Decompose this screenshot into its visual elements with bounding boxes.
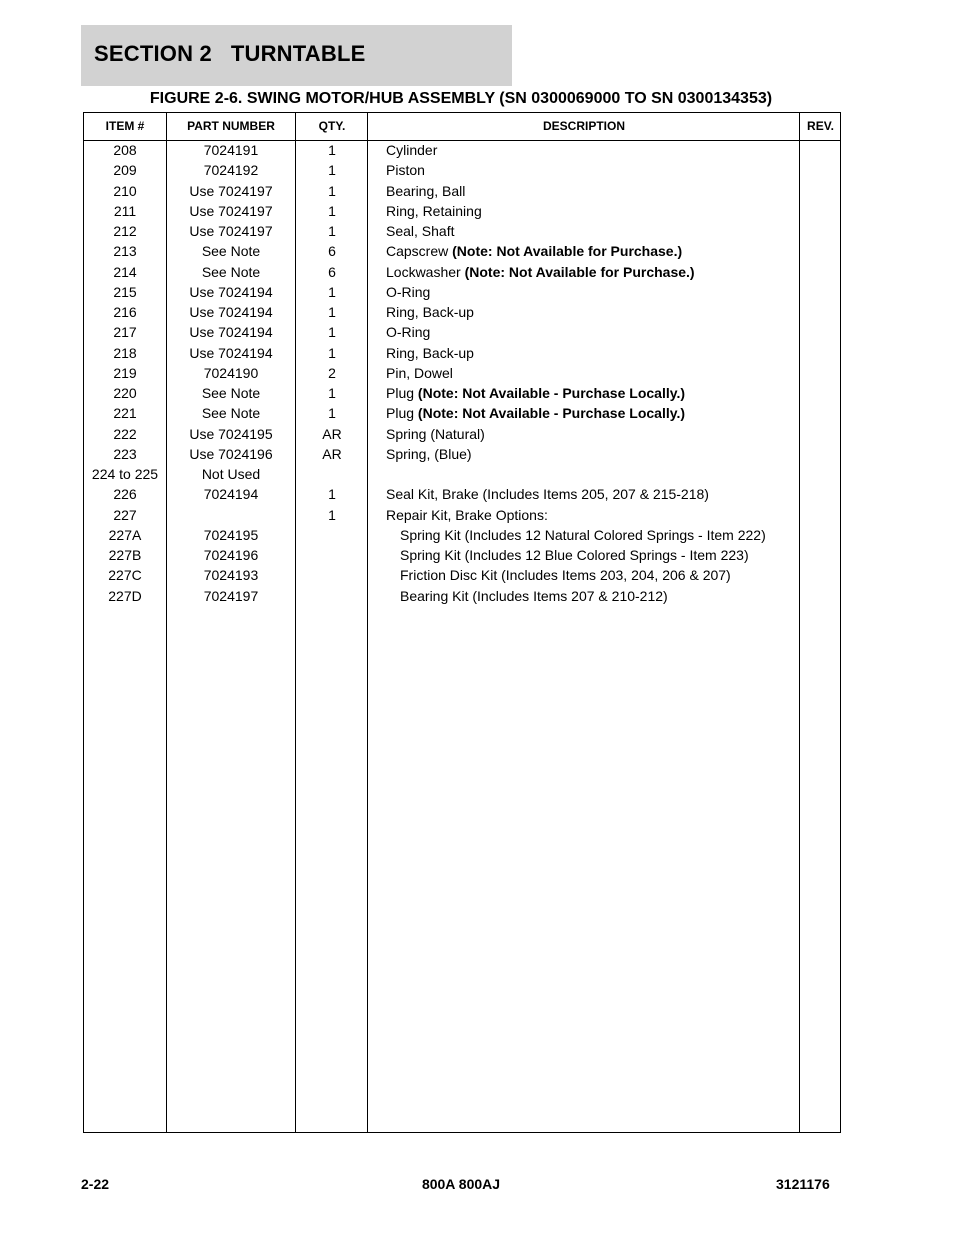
quantity: 1 xyxy=(328,385,336,401)
item-number: 210 xyxy=(113,182,137,199)
description xyxy=(386,322,430,342)
part-number: Use 7024194 xyxy=(189,324,273,341)
quantity: 6 xyxy=(328,263,336,280)
part-number: Use 7024194 xyxy=(189,344,273,361)
item-number: 209 xyxy=(113,162,137,179)
table-row xyxy=(84,221,840,241)
part-number: 7024196 xyxy=(203,547,259,563)
quantity: 1 xyxy=(328,142,336,158)
item-number: 212 xyxy=(113,223,137,239)
table-row xyxy=(84,140,840,160)
description xyxy=(386,221,455,241)
header-item: ITEM # xyxy=(105,119,145,133)
part-number: Use 7024197 xyxy=(189,223,273,239)
part-number: 7024192 xyxy=(203,162,259,179)
quantity: 1 xyxy=(328,182,336,199)
header-rev: REV. xyxy=(807,119,834,133)
item-number: 223 xyxy=(113,445,137,462)
item-number: 224 to 225 xyxy=(91,466,159,482)
description-text: Plug xyxy=(386,405,418,422)
quantity: AR xyxy=(322,445,342,462)
description-text: Pin, Dowel xyxy=(386,364,453,381)
part-number: Use 7024197 xyxy=(189,182,273,199)
parts-table xyxy=(83,112,841,1133)
part-number: 7024197 xyxy=(203,587,259,604)
description-text: Piston xyxy=(386,162,425,179)
description-text: Ring, Back-up xyxy=(386,304,474,320)
description xyxy=(400,586,668,606)
description xyxy=(400,565,731,585)
quantity: 1 xyxy=(328,324,336,341)
header-qty: QTY. xyxy=(318,119,346,133)
document-number: 3121176 xyxy=(776,1176,830,1192)
table-row xyxy=(84,403,840,423)
part-number: 7024191 xyxy=(203,142,259,158)
item-number: 219 xyxy=(113,364,137,381)
part-number: Use 7024197 xyxy=(189,202,273,219)
model-number: 800A 800AJ xyxy=(421,1176,501,1192)
quantity: 6 xyxy=(328,243,336,260)
quantity: 1 xyxy=(328,506,336,523)
item-number: 213 xyxy=(113,243,137,260)
description-text: Bearing Kit (Includes Items 207 & 210-212) xyxy=(400,587,668,604)
table-row xyxy=(84,160,840,180)
header-part-number: PART NUMBER xyxy=(187,119,275,133)
description xyxy=(386,403,685,423)
part-number: Use 7024194 xyxy=(189,304,273,320)
header-description: DESCRIPTION xyxy=(542,119,625,133)
description xyxy=(386,484,709,504)
description xyxy=(386,181,465,201)
item-number: 214 xyxy=(113,263,137,280)
description xyxy=(386,505,548,525)
description xyxy=(386,241,682,261)
quantity: AR xyxy=(322,425,342,442)
description-text: O-Ring xyxy=(386,283,431,300)
table-row xyxy=(84,201,840,221)
table-row xyxy=(84,565,840,585)
description-note: (Note: Not Available for Purchase.) xyxy=(452,243,683,260)
description-note: (Note: Not Available - Purchase Locally.) xyxy=(417,385,686,401)
table-row xyxy=(84,262,840,282)
table-row xyxy=(84,484,840,504)
part-number: Use 7024196 xyxy=(189,445,273,462)
description xyxy=(386,343,474,363)
table-body xyxy=(84,140,840,606)
description xyxy=(386,262,695,282)
description xyxy=(400,525,766,545)
table-row xyxy=(84,444,840,464)
item-number: 208 xyxy=(113,142,137,158)
item-number: 227B xyxy=(108,547,142,563)
description-text: Capscrew xyxy=(386,243,453,260)
table-row xyxy=(84,282,840,302)
quantity: 1 xyxy=(328,283,336,300)
description-text: Cylinder xyxy=(386,142,438,158)
quantity: 1 xyxy=(328,162,336,179)
item-number: 221 xyxy=(113,405,137,422)
table-row xyxy=(84,363,840,383)
part-number: See Note xyxy=(201,243,261,260)
quantity: 1 xyxy=(328,486,336,503)
description-text: Seal, Shaft xyxy=(386,223,455,239)
part-number: Not Used xyxy=(201,466,261,482)
table-row xyxy=(84,322,840,342)
quantity: 1 xyxy=(328,202,336,219)
table-row xyxy=(84,241,840,261)
page-number: 2-22 xyxy=(81,1176,110,1192)
description-text: Seal Kit, Brake (Includes Items 205, 207 & 215-218) xyxy=(386,486,709,503)
description xyxy=(386,282,430,302)
description xyxy=(386,383,685,403)
table-row xyxy=(84,424,840,444)
description xyxy=(386,201,482,221)
description-text: Bearing, Ball xyxy=(386,182,466,199)
part-number: See Note xyxy=(201,385,261,401)
table-row xyxy=(84,505,840,525)
description xyxy=(386,444,472,464)
quantity: 1 xyxy=(328,344,336,361)
item-number: 227 xyxy=(113,506,137,523)
part-number: 7024193 xyxy=(203,567,259,584)
description-text: O-Ring xyxy=(386,324,431,341)
description-text: Ring, Back-up xyxy=(386,344,474,361)
item-number: 220 xyxy=(113,385,137,401)
item-number: 226 xyxy=(113,486,137,503)
section-title: SECTION 2 TURNTABLE xyxy=(94,41,366,66)
part-number: Use 7024194 xyxy=(189,283,273,300)
item-number: 218 xyxy=(113,344,137,361)
part-number: See Note xyxy=(201,405,261,422)
description xyxy=(386,302,474,322)
item-number: 227D xyxy=(108,587,142,604)
part-number: 7024195 xyxy=(203,526,259,543)
table-row xyxy=(84,343,840,363)
item-number: 211 xyxy=(113,202,137,219)
description-text: Friction Disc Kit (Includes Items 203, 204, 206 & 207) xyxy=(400,567,731,584)
table-row xyxy=(84,181,840,201)
item-number: 217 xyxy=(113,324,137,341)
part-number: 7024194 xyxy=(203,486,259,503)
description-text: Ring, Retaining xyxy=(386,202,482,219)
item-number: 227A xyxy=(108,526,142,543)
description-text: Spring (Natural) xyxy=(386,425,485,442)
part-number: See Note xyxy=(201,263,261,280)
quantity: 1 xyxy=(328,405,336,422)
description-text: Spring, (Blue) xyxy=(386,445,472,462)
item-number: 215 xyxy=(113,283,137,300)
description-text: Spring Kit (Includes 12 Blue Colored Springs - Item 223) xyxy=(400,547,749,563)
table-row xyxy=(84,586,840,606)
table-row xyxy=(84,464,840,484)
item-number: 222 xyxy=(113,425,137,442)
item-number: 227C xyxy=(108,567,142,584)
table-row xyxy=(84,545,840,565)
description xyxy=(386,424,485,444)
part-number: 7024190 xyxy=(203,364,259,381)
table-row xyxy=(84,302,840,322)
description-text: Lockwasher xyxy=(386,263,465,280)
description-note: (Note: Not Available for Purchase.) xyxy=(464,263,695,280)
description xyxy=(386,160,425,180)
quantity: 2 xyxy=(328,364,336,381)
table-row xyxy=(84,383,840,403)
description-text: Repair Kit, Brake Options: xyxy=(386,506,548,523)
description xyxy=(386,363,453,383)
figure-title: FIGURE 2-6. SWING MOTOR/HUB ASSEMBLY (SN 0300069000 TO SN 0300134353) xyxy=(149,90,773,107)
description xyxy=(386,140,437,160)
quantity: 1 xyxy=(328,304,336,320)
item-number: 216 xyxy=(113,304,137,320)
description xyxy=(400,545,749,565)
description-text: Spring Kit (Includes 12 Natural Colored Springs - Item 222) xyxy=(400,526,766,543)
table-row xyxy=(84,525,840,545)
description-text: Plug xyxy=(386,385,418,401)
part-number: Use 7024195 xyxy=(189,425,273,442)
description-note: (Note: Not Available - Purchase Locally.) xyxy=(417,405,686,422)
quantity: 1 xyxy=(328,223,336,239)
